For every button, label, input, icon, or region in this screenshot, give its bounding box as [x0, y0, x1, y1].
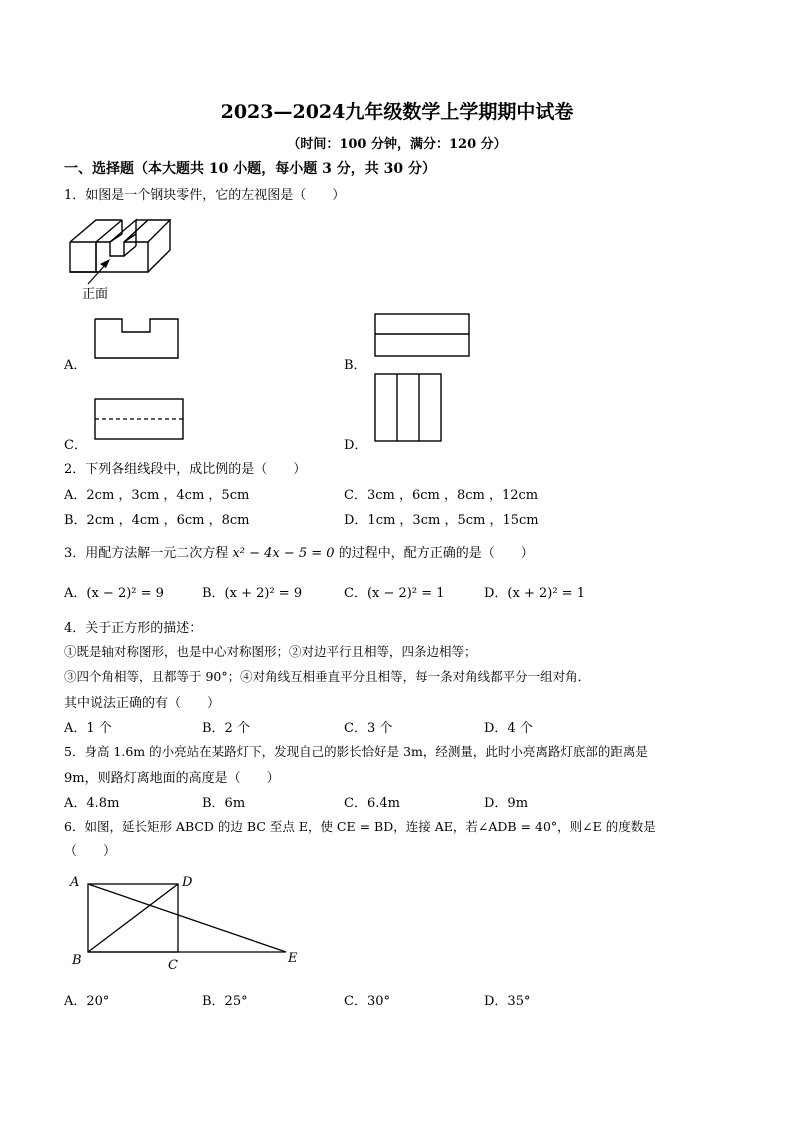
q1-option-d-figure: [374, 373, 442, 443]
q1-option-c-figure: [94, 398, 184, 440]
section-heading: 一、选择题（本大题共 10 小题，每小题 3 分，共 30 分）: [64, 161, 436, 177]
q2-option-d[interactable]: D．1cm ，3cm ，5cm ，15cm: [344, 513, 539, 528]
q4-option-a[interactable]: A．1 个: [64, 721, 112, 736]
q5-option-d[interactable]: D．9m: [484, 796, 529, 811]
question-6-line-2: （ ）: [64, 844, 117, 859]
q3-option-d[interactable]: D．(x + 2)² = 1: [484, 586, 585, 601]
q4-line-1: ①既是轴对称图形，也是中心对称图形；②对边平行且相等，四条边相等；: [64, 644, 477, 659]
q6-option-a[interactable]: A．20°: [64, 994, 110, 1009]
q4-option-d[interactable]: D．4 个: [484, 721, 533, 736]
q3-equation: x² − 4x − 5 = 0: [232, 546, 335, 561]
page-title: 2023—2024九年级数学上学期期中试卷: [220, 101, 574, 123]
question-2-stem: 2．下列各组线段中，成比例的是（ ）: [64, 462, 307, 477]
q5-option-a[interactable]: A．4.8m: [64, 796, 120, 811]
q4-option-c[interactable]: C．3 个: [344, 721, 393, 736]
q1-option-d[interactable]: D．: [344, 438, 368, 453]
question-3-stem: [64, 542, 534, 561]
q6-label-d: D: [182, 875, 193, 890]
q1-option-b-figure: [374, 313, 470, 357]
q1-option-a[interactable]: A．: [64, 358, 87, 373]
question-4-stem: 4．关于正方形的描述：: [64, 621, 203, 636]
q6-label-b: B: [72, 953, 82, 968]
q1-option-b[interactable]: B．: [344, 358, 367, 373]
q2-option-b[interactable]: B．2cm ，4cm ，6cm ，8cm: [64, 513, 250, 528]
q6-option-c[interactable]: C．30°: [344, 994, 390, 1009]
q6-label-c: C: [168, 958, 178, 973]
q4-line-2: ③四个角相等，且都等于 90°；④对角线互相垂直平分且相等，每一条对角线都平分一组对角．: [64, 669, 591, 684]
q6-option-b[interactable]: B．25°: [202, 994, 248, 1009]
q2-option-c[interactable]: C．3cm ，6cm ，8cm ，12cm: [344, 488, 539, 503]
q6-label-a: A: [70, 875, 80, 890]
q6-label-e: E: [288, 951, 298, 966]
q6-option-d[interactable]: D．35°: [484, 994, 531, 1009]
q1-option-c[interactable]: C．: [64, 438, 87, 453]
q3-option-a[interactable]: A．(x − 2)² = 9: [64, 586, 164, 601]
q3-option-b[interactable]: B．(x + 2)² = 9: [202, 586, 303, 601]
question-1-stem: 1．如图是一个钢块零件，它的左视图是（ ）: [64, 188, 346, 203]
q3-option-c[interactable]: C．(x − 2)² = 1: [344, 586, 445, 601]
q4-option-b[interactable]: B．2 个: [202, 721, 250, 736]
q5-option-c[interactable]: C．6.4m: [344, 796, 400, 811]
q6-rectangle-figure: [64, 870, 304, 974]
question-5-line-1: 5．身高 1.6m 的小亮站在某路灯下，发现自己的影长恰好是 3m，经测量，此时小亮离路灯底部的距离是: [64, 744, 648, 759]
q1-option-a-figure: [94, 318, 180, 360]
q5-option-b[interactable]: B．6m: [202, 796, 246, 811]
q3-stem-post: 的过程中，配方正确的是（ ）: [334, 546, 534, 561]
q2-option-a[interactable]: A．2cm ，3cm ，4cm ，5cm: [64, 488, 250, 503]
question-5-line-2: 9m，则路灯离地面的高度是（ ）: [64, 771, 280, 786]
exam-info: （时间：100 分钟，满分：120 分）: [287, 137, 507, 152]
q3-stem-pre: 3．用配方法解一元二次方程: [64, 546, 233, 561]
q1-front-label: 正面: [82, 287, 109, 302]
q4-line-3: 其中说法正确的有（ ）: [64, 696, 221, 711]
question-6-line-1: 6．如图，延长矩形 ABCD 的边 BC 至点 E，使 CE = BD，连接 AE，若∠ADB = 40°，则∠E 的度数是: [64, 819, 656, 834]
